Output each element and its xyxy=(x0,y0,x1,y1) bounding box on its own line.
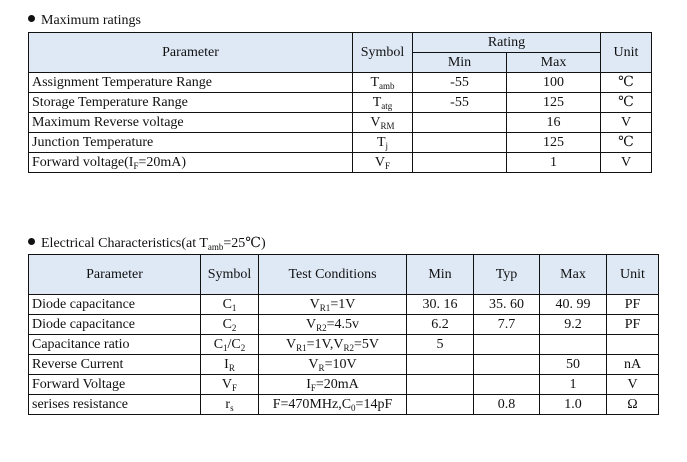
symbol-cell: $V_F$ xyxy=(353,153,413,173)
max-cell: 16 xyxy=(507,113,601,133)
header-max: Max xyxy=(507,53,601,73)
unit-cell: V xyxy=(601,113,652,133)
typ-cell xyxy=(474,335,540,355)
max-cell: 1 xyxy=(507,153,601,173)
min-cell: 30. 16 xyxy=(407,295,474,315)
unit-cell: nA xyxy=(607,355,659,375)
parameter-cell: Storage Temperature Range xyxy=(29,93,353,113)
electrical-characteristics-table xyxy=(28,254,659,415)
symbol-cell: $I_R$ xyxy=(201,355,259,375)
header-parameter: Parameter xyxy=(29,33,353,73)
table-row xyxy=(29,395,659,415)
bullet-icon xyxy=(28,238,35,245)
min-cell xyxy=(407,395,474,415)
header-min: Min xyxy=(407,255,474,295)
symbol-cell: $V_F$ xyxy=(201,375,259,395)
parameter-cell: Junction Temperature xyxy=(29,133,353,153)
max-cell: 1 xyxy=(540,375,607,395)
symbol-cell: $C_1$ xyxy=(201,295,259,315)
condition-cell: $F=470MHz,C_0=14pF$ xyxy=(259,395,407,415)
parameter-cell: Maximum Reverse voltage xyxy=(29,113,353,133)
max-ratings-title: Maximum ratings xyxy=(28,13,141,29)
unit-cell: V xyxy=(607,375,659,395)
header-unit: Unit xyxy=(601,33,652,73)
table-row xyxy=(29,73,652,93)
electrical-characteristics-title: Electrical Characteristics(at $T_{amb}=25℃$) xyxy=(28,236,266,252)
table-row xyxy=(29,153,652,173)
symbol-cell: $T_{amb}$ xyxy=(353,73,413,93)
table-row xyxy=(29,133,652,153)
unit-cell xyxy=(607,335,659,355)
unit-cell: ℃ xyxy=(601,133,652,153)
typ-cell: 0.8 xyxy=(474,395,540,415)
condition-cell: $V_{R2}=4.5v$ xyxy=(259,315,407,335)
max-cell: 125 xyxy=(507,133,601,153)
header-typ: Typ xyxy=(474,255,540,295)
max-cell: 100 xyxy=(507,73,601,93)
parameter-cell: Forward Voltage xyxy=(29,375,201,395)
min-cell: 6.2 xyxy=(407,315,474,335)
min-cell xyxy=(413,133,507,153)
unit-cell: ℃ xyxy=(601,73,652,93)
table-row xyxy=(29,355,659,375)
table-row xyxy=(29,375,659,395)
parameter-cell: Diode capacitance xyxy=(29,315,201,335)
unit-cell: PF xyxy=(607,295,659,315)
max-cell: 50 xyxy=(540,355,607,375)
min-cell xyxy=(407,375,474,395)
min-cell: 5 xyxy=(407,335,474,355)
min-cell: -55 xyxy=(413,73,507,93)
table-row xyxy=(29,335,659,355)
condition-cell: $V_R=10V$ xyxy=(259,355,407,375)
max-ratings-table xyxy=(28,32,652,173)
parameter-cell: Capacitance ratio xyxy=(29,335,201,355)
typ-cell: 7.7 xyxy=(474,315,540,335)
unit-cell: Ω xyxy=(607,395,659,415)
table-row xyxy=(29,93,652,113)
condition-cell: $V_{R1}=1V$ xyxy=(259,295,407,315)
parameter-cell: Forward $voltage(I_F=20mA)$ xyxy=(29,153,353,173)
symbol-cell: $T_j$ xyxy=(353,133,413,153)
bullet-icon xyxy=(28,15,35,22)
header-unit: Unit xyxy=(607,255,659,295)
max-cell xyxy=(540,335,607,355)
typ-cell: 35. 60 xyxy=(474,295,540,315)
header-test-conditions: Test Conditions xyxy=(259,255,407,295)
symbol-cell: $C_2$ xyxy=(201,315,259,335)
min-cell xyxy=(413,153,507,173)
max-cell: 9.2 xyxy=(540,315,607,335)
unit-cell: ℃ xyxy=(601,93,652,113)
min-cell: -55 xyxy=(413,93,507,113)
typ-cell xyxy=(474,375,540,395)
header-rating: Rating xyxy=(413,33,601,53)
unit-cell: V xyxy=(601,153,652,173)
max-cell: 1.0 xyxy=(540,395,607,415)
header-symbol: Symbol xyxy=(201,255,259,295)
max-cell: 40. 99 xyxy=(540,295,607,315)
unit-cell: PF xyxy=(607,315,659,335)
header-parameter: Parameter xyxy=(29,255,201,295)
parameter-cell: Assignment Temperature Range xyxy=(29,73,353,93)
parameter-cell: serises resistance xyxy=(29,395,201,415)
table-row xyxy=(29,295,659,315)
max-cell: 125 xyxy=(507,93,601,113)
header-min: Min xyxy=(413,53,507,73)
min-cell xyxy=(413,113,507,133)
table-row xyxy=(29,315,659,335)
header-symbol: Symbol xyxy=(353,33,413,73)
symbol-cell: $C_1/C_2$ xyxy=(201,335,259,355)
min-cell xyxy=(407,355,474,375)
parameter-cell: Reverse Current xyxy=(29,355,201,375)
header-max: Max xyxy=(540,255,607,295)
typ-cell xyxy=(474,355,540,375)
symbol-cell: $T_{atg}$ xyxy=(353,93,413,113)
table-row xyxy=(29,113,652,133)
condition-cell: $I_F=20mA$ xyxy=(259,375,407,395)
parameter-cell: Diode capacitance xyxy=(29,295,201,315)
symbol-cell: $r_s$ xyxy=(201,395,259,415)
condition-cell: $V_{R1}=1V,V_{R2}=5V$ xyxy=(259,335,407,355)
symbol-cell: $V_{RM}$ xyxy=(353,113,413,133)
